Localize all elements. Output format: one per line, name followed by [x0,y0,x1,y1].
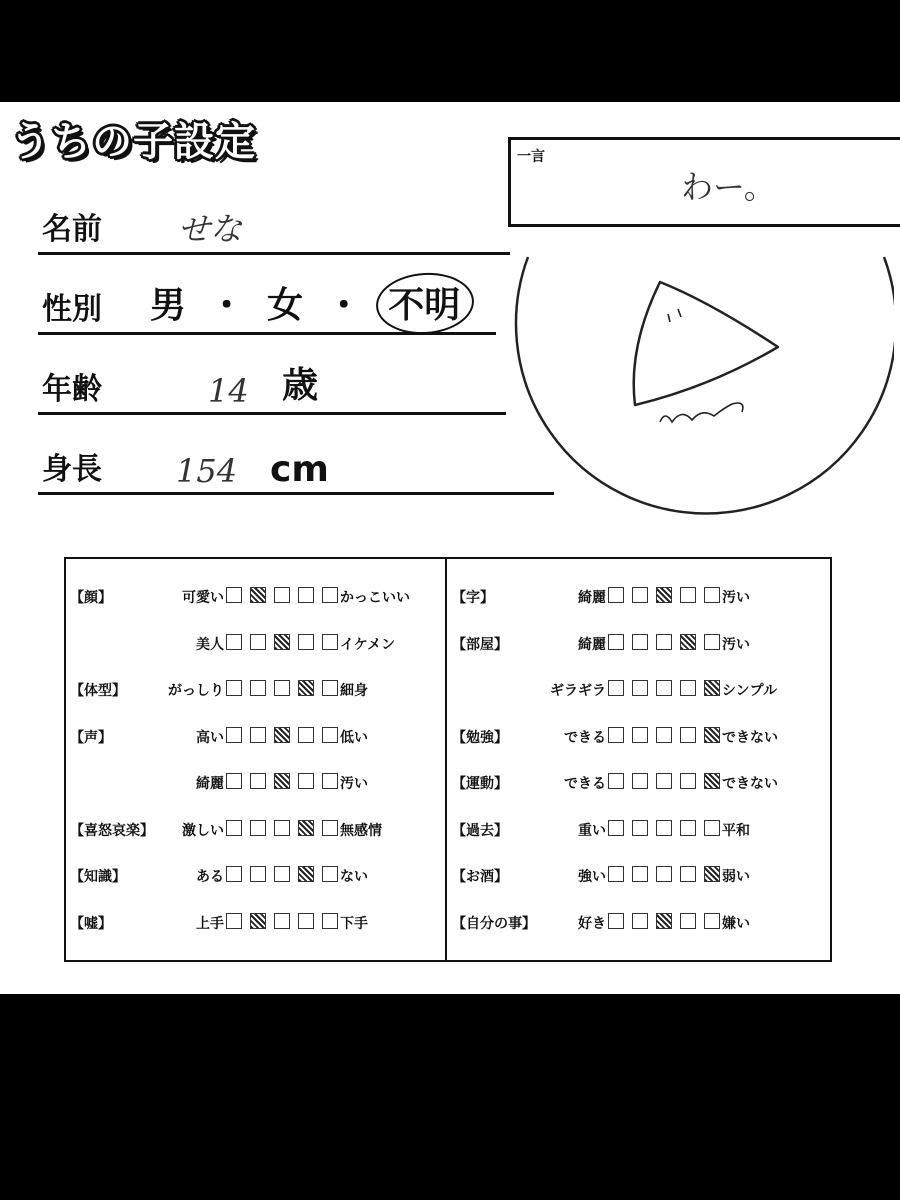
trait-row [452,818,828,842]
age-value: 14 [208,372,249,410]
trait-left-label: できる [564,776,606,792]
trait-right-label: 平和 [722,822,750,839]
trait-left-label: 綺麗 [578,590,606,606]
trait-left-label: 好き [578,915,606,932]
trait-grid [64,557,832,962]
scale-box-checked[interactable] [704,727,720,743]
scale-box[interactable] [226,913,242,929]
name-field [38,188,510,255]
trait-right-label: 汚い [722,590,750,606]
scale-box[interactable] [632,587,648,603]
scale-box-checked[interactable] [704,680,720,696]
scale-box-checked[interactable] [704,773,720,789]
trait-category: 【喜怒哀楽】 [70,822,154,839]
trait-row [452,632,828,656]
scale-box[interactable] [680,680,696,696]
height-unit: cm [270,449,329,490]
trait-scale [608,587,720,603]
scale-box[interactable] [322,773,338,789]
trait-scale [226,820,338,836]
trait-category: 【顔】 [70,590,112,606]
sex-options [150,277,464,328]
scale-box[interactable] [250,634,266,650]
scale-box-checked[interactable] [298,680,314,696]
trait-row [452,911,828,935]
scale-box-checked[interactable] [656,587,672,603]
name-value: せな [178,210,243,248]
trait-left-label: がっしり [168,683,224,699]
trait-row [70,771,442,795]
onigiri-sketch [634,282,778,405]
quote-text: わー。 [681,168,776,206]
sex-separator: ・ [325,285,362,326]
trait-category: 【勉強】 [452,729,508,746]
trait-right-label: 汚い [340,776,368,792]
scale-box[interactable] [274,866,290,882]
trait-left-label: 高い [196,729,224,746]
scale-box[interactable] [274,587,290,603]
scale-box[interactable] [680,866,696,882]
trait-category: 【お酒】 [452,869,508,885]
scale-box[interactable] [250,727,266,743]
trait-left-label: できる [564,729,606,746]
scale-box-checked[interactable] [298,866,314,882]
trait-category: 【声】 [70,729,112,746]
trait-scale [226,913,338,929]
scale-box[interactable] [322,680,338,696]
scale-box[interactable] [632,727,648,743]
scale-box[interactable] [656,680,672,696]
age-label: 年齢 [42,372,102,407]
trait-right-label: 低い [340,729,368,746]
sex-label: 性別 [42,292,102,327]
trait-scale [226,773,338,789]
scale-box[interactable] [680,773,696,789]
scale-box-checked[interactable] [274,773,290,789]
sex-option-female: 女 [267,285,304,326]
scale-box[interactable] [680,913,696,929]
scale-box[interactable] [656,634,672,650]
trait-category: 【運動】 [452,776,508,792]
trait-right-label: 嫌い [722,915,750,932]
scale-box[interactable] [226,866,242,882]
scale-box[interactable] [704,587,720,603]
onigiri-face [668,309,681,322]
age-unit: 歳 [282,365,319,406]
scale-box-checked[interactable] [274,727,290,743]
portrait-circle [516,257,894,513]
trait-left-label: 美人 [196,636,224,653]
trait-row [70,632,442,656]
trait-row [70,818,442,842]
trait-scale [226,634,338,650]
scale-box-checked[interactable] [250,913,266,929]
scale-box[interactable] [704,820,720,836]
scale-box[interactable] [250,773,266,789]
trait-row [452,864,828,888]
height-value: 154 [176,452,238,490]
trait-scale [608,913,720,929]
trait-right-label: ない [340,869,368,885]
scale-box[interactable] [608,773,624,789]
trait-row [452,678,828,702]
scale-box[interactable] [274,913,290,929]
trait-right-label: イケメン [340,636,396,653]
scale-box[interactable] [632,773,648,789]
scale-box[interactable] [322,634,338,650]
scale-box[interactable] [608,680,624,696]
trait-row [452,771,828,795]
scale-box[interactable] [226,680,242,696]
sex-option-unknown: 不明 [384,277,464,328]
scale-box[interactable] [226,820,242,836]
scale-box[interactable] [298,587,314,603]
scale-box[interactable] [632,634,648,650]
trait-right-label: できない [722,776,778,792]
trait-left-label: 可愛い [182,590,224,606]
trait-right-label: シンプル [722,683,778,699]
scale-box-checked[interactable] [250,587,266,603]
scale-box[interactable] [608,866,624,882]
trait-row [70,725,442,749]
scale-box-checked[interactable] [656,913,672,929]
quote-box [508,137,900,227]
trait-left-label: 激しい [182,822,224,839]
scale-box[interactable] [704,913,720,929]
scale-box-checked[interactable] [704,866,720,882]
profile-sheet [0,102,900,994]
scale-box[interactable] [250,866,266,882]
scale-box[interactable] [322,727,338,743]
scale-box[interactable] [274,680,290,696]
sheet-title: うちの子設定 [10,119,256,165]
scale-box[interactable] [656,820,672,836]
trait-row [70,678,442,702]
scale-box[interactable] [632,820,648,836]
trait-category: 【体型】 [70,683,126,699]
scale-box[interactable] [226,587,242,603]
trait-scale [226,866,338,882]
scale-box-checked[interactable] [680,634,696,650]
scale-box[interactable] [322,913,338,929]
trait-scale [226,587,338,603]
onigiri-mouth [660,403,743,422]
trait-scale [608,773,720,789]
age-field [38,348,506,415]
height-label: 身長 [42,452,102,487]
trait-right-label: 汚い [722,636,750,653]
scale-box-checked[interactable] [274,634,290,650]
trait-left-label: 綺麗 [196,776,224,792]
trait-scale [226,680,338,696]
scale-box[interactable] [608,727,624,743]
height-field [38,428,554,495]
scale-box[interactable] [608,634,624,650]
trait-left-label: 重い [578,822,606,839]
sex-option-male: 男 [150,285,187,326]
scale-box[interactable] [322,820,338,836]
trait-left-label: 上手 [196,915,224,932]
scale-box[interactable] [632,913,648,929]
trait-scale [608,820,720,836]
trait-right-label: 下手 [340,915,368,932]
trait-row [452,585,828,609]
portrait-drawing [510,217,894,527]
trait-left-label: ある [196,869,224,885]
trait-category: 【知識】 [70,869,126,885]
grid-divider [445,559,447,960]
trait-right-label: かっこいい [340,590,410,606]
trait-scale [608,866,720,882]
scale-box[interactable] [250,820,266,836]
scale-box[interactable] [680,587,696,603]
scale-box[interactable] [322,587,338,603]
quote-label: 一言 [517,149,545,165]
trait-category: 【過去】 [452,822,508,839]
trait-row [452,725,828,749]
scale-box[interactable] [656,866,672,882]
trait-category: 【自分の事】 [452,915,536,932]
scale-box[interactable] [680,820,696,836]
scale-box[interactable] [322,866,338,882]
trait-right-label: できない [722,729,778,746]
trait-scale [608,727,720,743]
scale-box[interactable] [298,913,314,929]
scale-box[interactable] [226,773,242,789]
scale-box[interactable] [226,634,242,650]
trait-left-label: 強い [578,869,606,885]
scale-box[interactable] [680,727,696,743]
scale-box[interactable] [632,680,648,696]
scale-box[interactable] [274,820,290,836]
trait-category: 【嘘】 [70,915,112,932]
scale-box[interactable] [226,727,242,743]
trait-left-label: ギラギラ [550,683,606,699]
trait-right-label: 弱い [722,869,750,885]
trait-scale [226,727,338,743]
scale-box[interactable] [656,727,672,743]
trait-scale [608,634,720,650]
trait-row [70,864,442,888]
trait-right-label: 細身 [340,683,368,699]
scale-box[interactable] [704,634,720,650]
trait-row [70,585,442,609]
scale-box[interactable] [608,587,624,603]
scale-box[interactable] [656,773,672,789]
scale-box[interactable] [632,866,648,882]
scale-box[interactable] [608,820,624,836]
scale-box-checked[interactable] [298,820,314,836]
trait-category: 【部屋】 [452,636,508,653]
trait-scale [608,680,720,696]
scale-box[interactable] [250,680,266,696]
name-label: 名前 [42,212,102,247]
trait-right-label: 無感情 [340,822,382,839]
trait-category: 【字】 [452,590,494,606]
sex-field [38,268,496,335]
scale-box[interactable] [298,773,314,789]
trait-left-label: 綺麗 [578,636,606,653]
scale-box[interactable] [608,913,624,929]
scale-box[interactable] [298,634,314,650]
trait-row [70,911,442,935]
sex-separator: ・ [208,285,245,326]
scale-box[interactable] [298,727,314,743]
